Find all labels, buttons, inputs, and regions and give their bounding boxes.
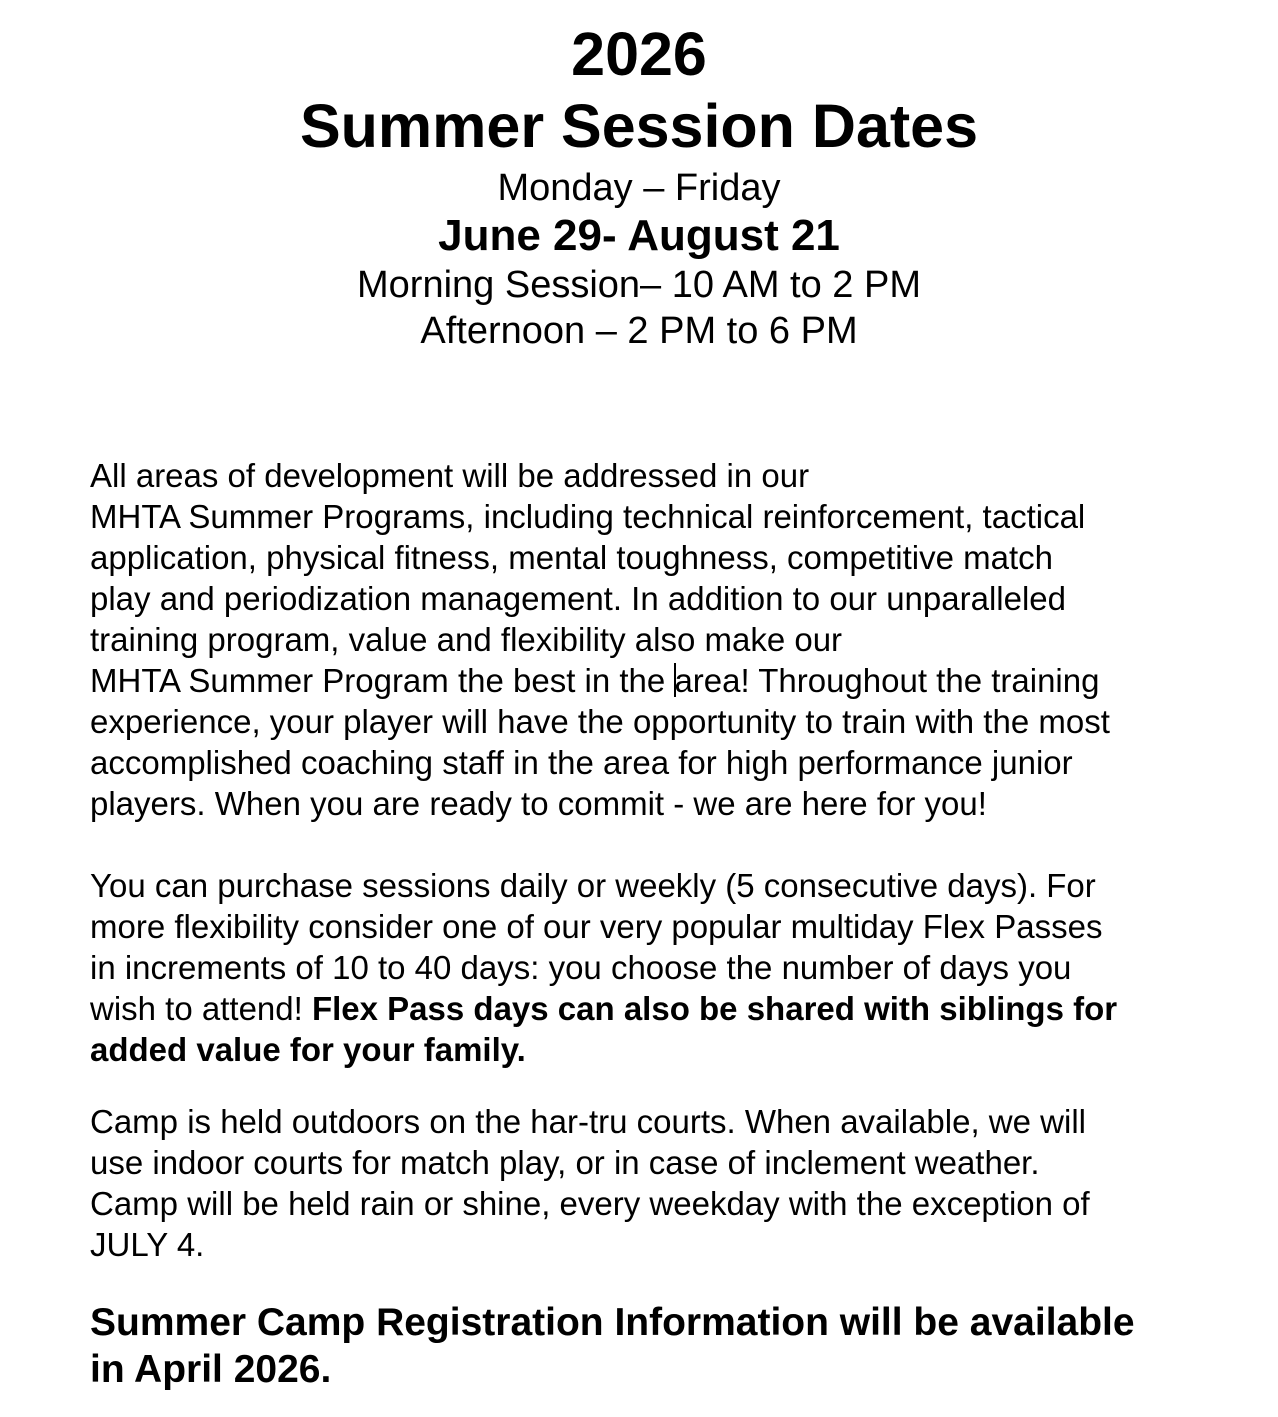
afternoon-session-hours: Afternoon – 2 PM to 6 PM: [420, 310, 858, 352]
program-description-paragraph: [90, 455, 1240, 824]
paragraph-line: players. When you are ready to commit - we are here for you!: [90, 785, 987, 822]
paragraph-line: All areas of development will be addressed in our: [90, 457, 810, 494]
paragraph-line: in increments of 10 to 40 days: you choose the number of days you: [90, 949, 1072, 986]
paragraph-line: use indoor courts for match play, or in case of inclement weather.: [90, 1144, 1040, 1181]
registration-notice: [90, 1299, 1240, 1393]
paragraph-line: JULY 4.: [90, 1226, 205, 1263]
page-title: Summer Session Dates: [299, 92, 979, 160]
paragraph-line-part: MHTA Summer Program the best in the: [90, 662, 675, 699]
paragraph-line: You can purchase sessions daily or weekly (5 consecutive days). For: [90, 867, 1096, 904]
paragraph-line: training program, value and flexibility also make our: [90, 621, 843, 658]
paragraph-line: MHTA Summer Programs, including technical reinforcement, tactical: [90, 498, 1086, 535]
paragraph-line: experience, your player will have the opportunity to train with the most: [90, 703, 1110, 740]
paragraph-line: Camp is held outdoors on the har-tru courts. When available, we will: [90, 1103, 1086, 1140]
registration-notice-line: in April 2026.: [90, 1348, 332, 1391]
flex-pass-highlight: Flex Pass days can also be shared with siblings for: [311, 990, 1118, 1027]
header-year: 2026: [571, 20, 707, 88]
camp-location-paragraph: [90, 1101, 1240, 1265]
morning-session-hours: Morning Session– 10 AM to 2 PM: [357, 264, 921, 306]
paragraph-line: play and periodization management. In addition to our unparalleled: [90, 580, 1066, 617]
paragraph-line: more flexibility consider one of our very popular multiday Flex Passes: [90, 908, 1103, 945]
paragraph-line-with-caret: [90, 660, 1240, 701]
paragraph-line-part: area! Throughout the training: [674, 662, 1100, 699]
session-date-range: June 29- August 21: [438, 211, 840, 260]
paragraph-line: application, physical fitness, mental toughness, competitive match: [90, 539, 1053, 576]
paragraph-line-part: wish to attend!: [90, 990, 312, 1027]
paragraph-line-mixed: [90, 988, 1240, 1029]
registration-notice-line: Summer Camp Registration Information will be available: [90, 1301, 1135, 1344]
session-days: Monday – Friday: [497, 167, 781, 209]
paragraph-line: Camp will be held rain or shine, every weekday with the exception of: [90, 1185, 1090, 1222]
paragraph-line: accomplished coaching staff in the area for high performance junior: [90, 744, 1073, 781]
purchase-options-paragraph: [90, 865, 1240, 1070]
flex-pass-highlight-end: added value for your family.: [90, 1031, 526, 1068]
